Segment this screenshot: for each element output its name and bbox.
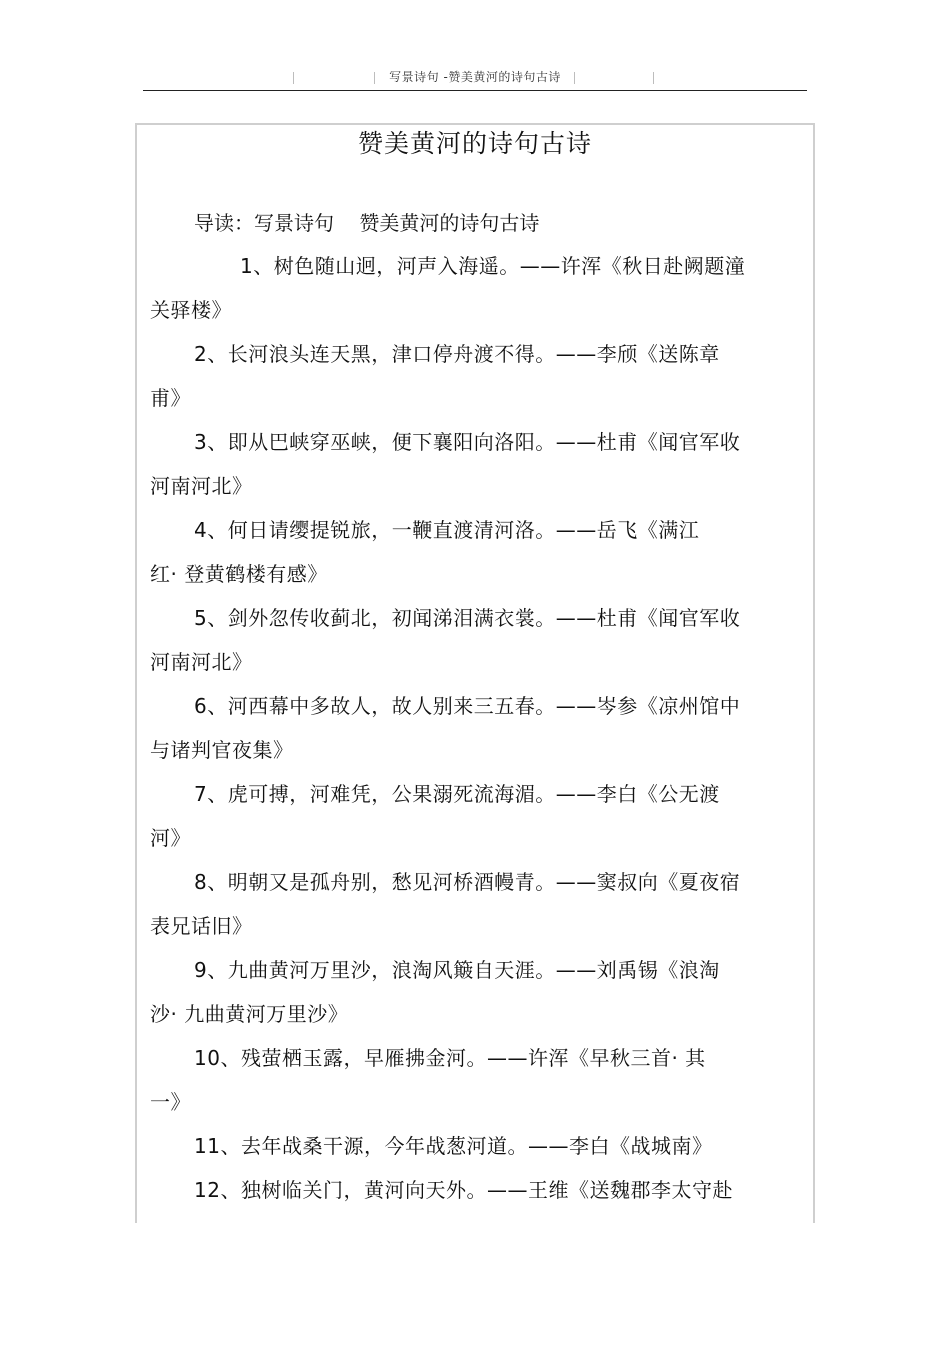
poem-line-continued: 关驿楼》 [150, 298, 232, 322]
document-title: 赞美黄河的诗句古诗 [357, 129, 592, 158]
poem-item [150, 332, 760, 420]
poem-item [150, 1036, 760, 1124]
poem-line-continued: 甫》 [150, 386, 191, 410]
poem-item [150, 420, 760, 508]
poem-line: 3、即从巴峡穿巫峡，便下襄阳向洛阳。——杜甫《闻官军收 [194, 430, 741, 454]
poem-line-continued: 沙· 九曲黄河万里沙》 [150, 1002, 349, 1026]
poem-item [150, 860, 760, 948]
poem-item [150, 508, 760, 596]
poem-line: 1、树色随山迥，河声入海遥。——许浑《秋日赴阙题潼 [240, 254, 746, 278]
poem-item [150, 772, 760, 860]
poem-item [150, 684, 760, 772]
poem-line-continued: 河南河北》 [150, 474, 253, 498]
header-rule [143, 90, 807, 91]
poem-line: 9、九曲黄河万里沙，浪淘风簸自天涯。——刘禹锡《浪淘 [194, 958, 720, 982]
poem-line: 2、长河浪头连天黑，津口停舟渡不得。——李颀《送陈章 [194, 342, 720, 366]
header-text: 写景诗句 -赞美黄河的诗句古诗 [389, 70, 561, 84]
poem-line: 8、明朝又是孤舟别，愁见河桥酒幔青。——窦叔向《夏夜宿 [194, 870, 741, 894]
header-tick-right [653, 72, 654, 84]
poem-line-continued: 与诸判官夜集》 [150, 738, 294, 762]
poem-line: 6、河西幕中多故人，故人别来三五春。——岑参《凉州馆中 [194, 694, 741, 718]
poem-line: 11、去年战桑干源，今年战葱河道。——李白《战城南》 [194, 1134, 713, 1158]
poem-item [150, 596, 760, 684]
poem-line: 7、虎可搏，河难凭，公果溺死流海湄。——李白《公无渡 [194, 782, 720, 806]
poem-line-continued: 一》 [150, 1090, 191, 1114]
poem-item [150, 244, 760, 332]
poem-line: 5、剑外忽传收蓟北，初闻涕泪满衣裳。——杜甫《闻官军收 [194, 606, 741, 630]
page-header [0, 66, 950, 88]
header-tick-inner-right [574, 72, 575, 84]
poem-line: 4、何日请缨提锐旅，一鞭直渡清河洛。——岳飞《满江 [194, 518, 700, 542]
poem-line-continued: 红· 登黄鹤楼有感》 [150, 562, 328, 586]
poem-line: 12、独树临关门，黄河向天外。——王维《送魏郡李太守赴 [194, 1178, 733, 1202]
poem-line-continued: 河南河北》 [150, 650, 253, 674]
poem-item [150, 1124, 760, 1168]
poem-line-continued: 表兄话旧》 [150, 914, 253, 938]
poem-line-continued: 河》 [150, 826, 191, 850]
intro-line: 导读：写景诗句 赞美黄河的诗句古诗 [194, 211, 540, 235]
poem-item [150, 1168, 760, 1212]
poem-item [150, 948, 760, 1036]
poem-list [150, 244, 760, 1212]
poem-line: 10、残萤栖玉露，早雁拂金河。——许浑《早秋三首· 其 [194, 1046, 706, 1070]
